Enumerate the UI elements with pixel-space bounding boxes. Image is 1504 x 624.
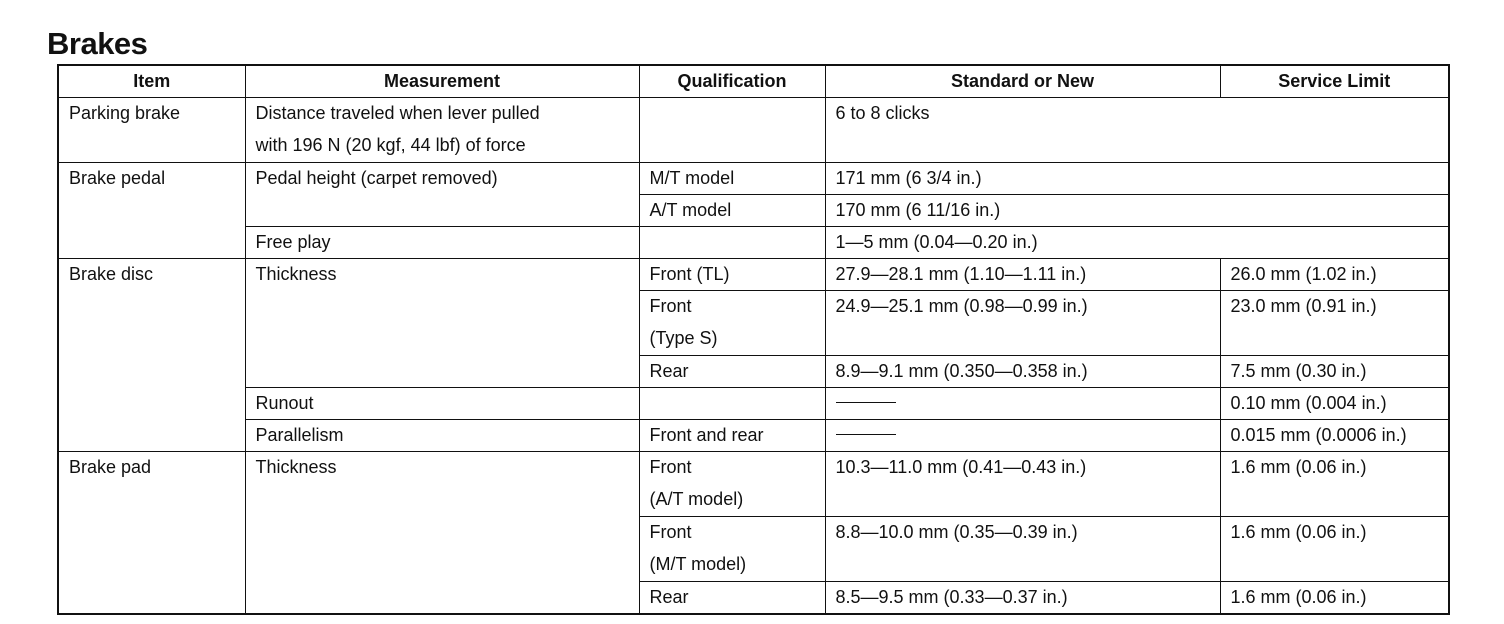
standard-cell: 170 mm (6 11/16 in.) [825,195,1449,227]
qualification-cell: Rear [639,356,825,388]
measurement-cell [245,98,639,163]
measurement-line: Distance traveled when lever pulled [255,103,540,123]
qualification-cell: Rear [639,582,825,615]
qualification-cell [639,388,825,420]
service-limit-cell: 0.10 mm (0.004 in.) [1220,388,1449,420]
column-header-measurement: Measurement [245,65,639,98]
qualification-cell: Front (TL) [639,259,825,291]
table-row [58,420,1449,452]
table-row [58,388,1449,420]
item-cell: Brake disc [58,259,245,452]
qualification-cell [639,291,825,356]
standard-cell: 27.9—28.1 mm (1.10—1.11 in.) [825,259,1220,291]
qualification-cell [639,98,825,163]
table-row [58,259,1449,291]
table-header-row [58,65,1449,98]
qualification-line: Front [649,457,692,477]
standard-cell: 1—5 mm (0.04—0.20 in.) [825,227,1449,259]
measurement-cell: Thickness [245,452,639,615]
measurement-cell: Free play [245,227,639,259]
not-applicable-dash [836,402,896,403]
qualification-cell [639,227,825,259]
column-header-service-limit: Service Limit [1220,65,1449,98]
item-cell: Brake pedal [58,163,245,259]
service-limit-cell: 1.6 mm (0.06 in.) [1220,452,1449,517]
column-header-qualification: Qualification [639,65,825,98]
qualification-cell [639,452,825,517]
standard-cell: 8.9—9.1 mm (0.350—0.358 in.) [825,356,1220,388]
service-limit-cell: 0.015 mm (0.0006 in.) [1220,420,1449,452]
qualification-cell: Front and rear [639,420,825,452]
measurement-cell: Thickness [245,259,639,388]
table-row [58,452,1449,517]
qualification-line: (Type S) [649,328,718,348]
qualification-cell: A/T model [639,195,825,227]
standard-cell: 24.9—25.1 mm (0.98—0.99 in.) [825,291,1220,356]
not-applicable-dash [836,434,896,435]
standard-cell: 8.8—10.0 mm (0.35—0.39 in.) [825,517,1220,582]
measurement-cell: Pedal height (carpet removed) [245,163,639,227]
qualification-line: (A/T model) [649,489,744,509]
table-row [58,227,1449,259]
qualification-line: Front [649,522,692,542]
qualification-line: (M/T model) [649,554,747,574]
page-title: Brakes [47,26,148,61]
qualification-cell [639,517,825,582]
item-cell: Parking brake [58,98,245,163]
measurement-cell: Parallelism [245,420,639,452]
standard-cell: 171 mm (6 3/4 in.) [825,163,1449,195]
brake-spec-table [57,64,1450,615]
service-limit-cell: 1.6 mm (0.06 in.) [1220,582,1449,615]
qualification-cell: M/T model [639,163,825,195]
qualification-line: Front [649,296,692,316]
service-limit-cell: 7.5 mm (0.30 in.) [1220,356,1449,388]
service-limit-cell: 26.0 mm (1.02 in.) [1220,259,1449,291]
standard-cell [825,388,1220,420]
measurement-cell: Runout [245,388,639,420]
standard-cell: 10.3—11.0 mm (0.41—0.43 in.) [825,452,1220,517]
column-header-item: Item [58,65,245,98]
table-row [58,98,1449,163]
standard-cell [825,420,1220,452]
table-row [58,163,1449,195]
service-limit-cell: 1.6 mm (0.06 in.) [1220,517,1449,582]
column-header-standard: Standard or New [825,65,1220,98]
measurement-line: with 196 N (20 kgf, 44 lbf) of force [255,135,526,155]
standard-cell: 8.5—9.5 mm (0.33—0.37 in.) [825,582,1220,615]
standard-cell: 6 to 8 clicks [825,98,1449,163]
item-cell: Brake pad [58,452,245,615]
service-limit-cell: 23.0 mm (0.91 in.) [1220,291,1449,356]
